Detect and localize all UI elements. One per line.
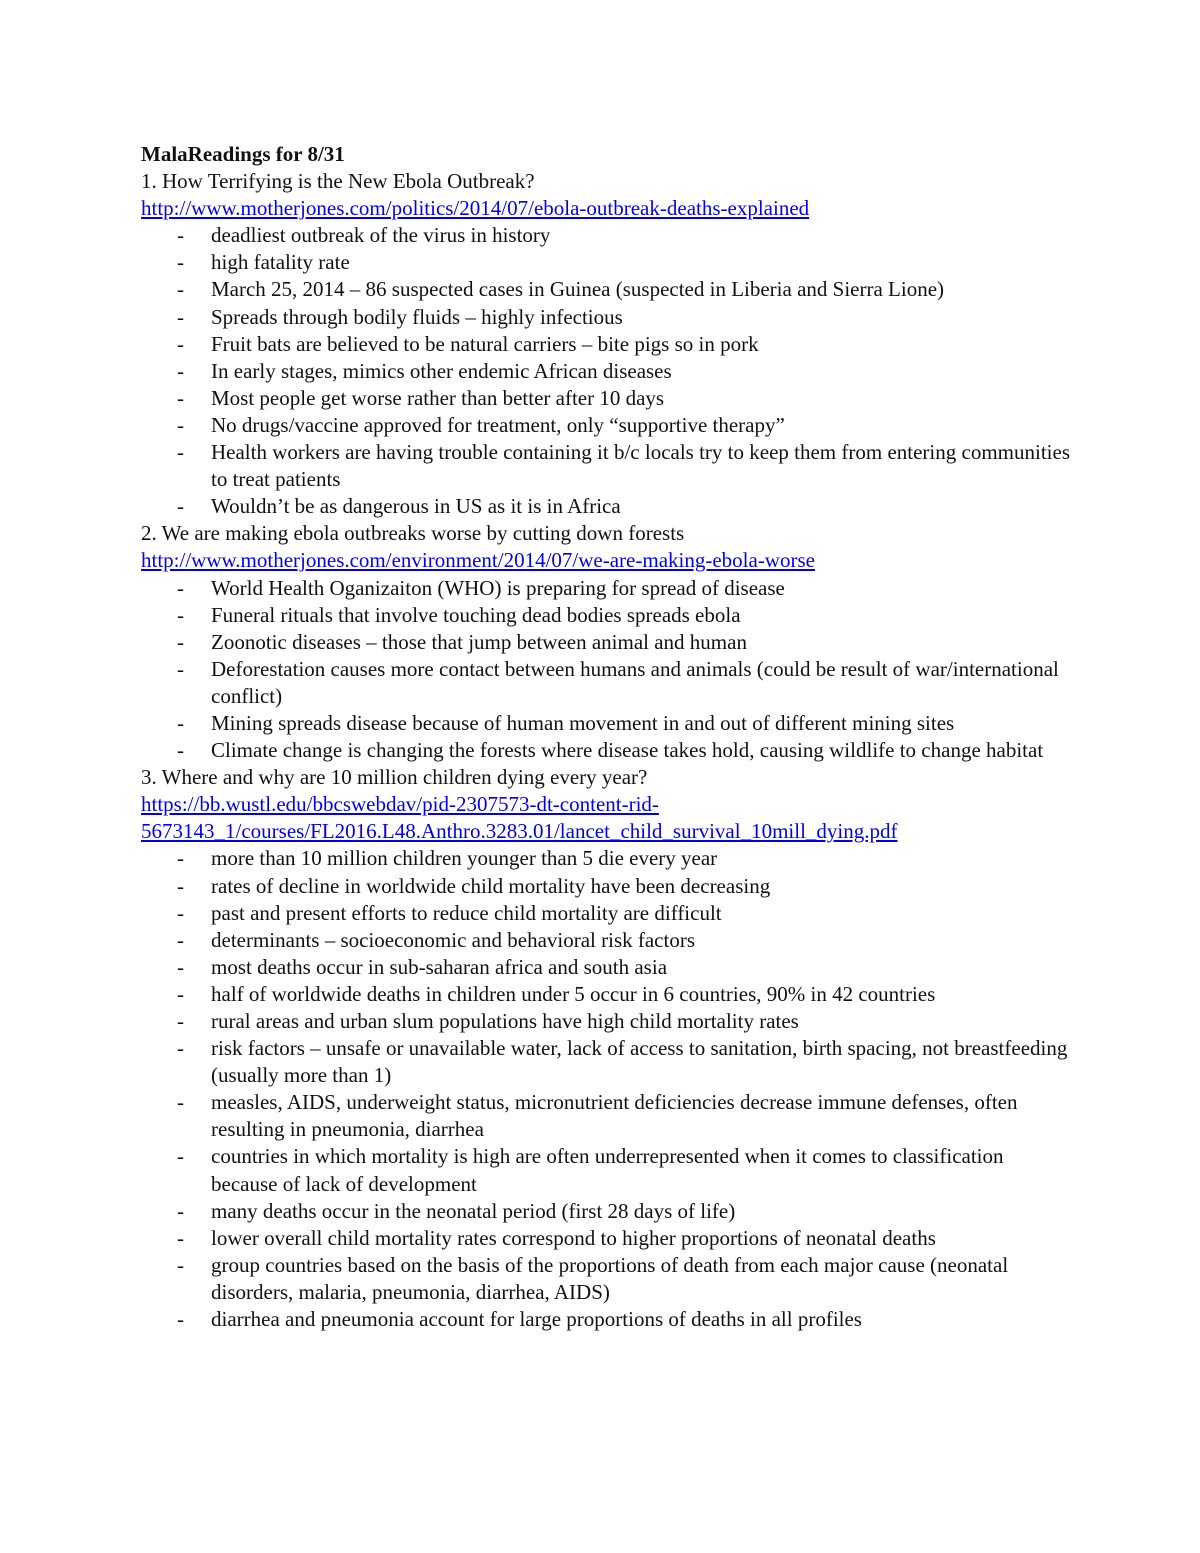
note-item bbox=[141, 602, 1071, 629]
note-item bbox=[141, 873, 1071, 900]
note-item bbox=[141, 249, 1071, 276]
notes-list bbox=[141, 575, 1071, 765]
note-text: risk factors – unsafe or unavailable water, lack of access to sanitation, birth spacing, not breastfeeding (usually more than 1) bbox=[211, 1036, 1068, 1088]
dash-bullet-icon: - bbox=[177, 1090, 184, 1115]
note-item bbox=[141, 1008, 1071, 1035]
reading-link-line: 5673143_1/courses/FL2016.L48.Anthro.3283.01/lancet_child_survival_10mill_dying.pdf bbox=[141, 819, 898, 844]
dash-bullet-icon: - bbox=[177, 1036, 184, 1061]
note-item bbox=[141, 1089, 1071, 1143]
note-item bbox=[141, 1198, 1071, 1225]
note-text: Wouldn’t be as dangerous in US as it is in Africa bbox=[211, 494, 621, 519]
note-item bbox=[141, 1306, 1071, 1333]
note-text: half of worldwide deaths in children under 5 occur in 6 countries, 90% in 42 countries bbox=[211, 981, 936, 1006]
note-item bbox=[141, 1252, 1071, 1306]
reading-link-line: http://www.motherjones.com/politics/2014/07/ebola-outbreak-deaths-explained bbox=[141, 196, 810, 221]
note-item bbox=[141, 276, 1071, 303]
note-text: diarrhea and pneumonia account for large proportions of deaths in all profiles bbox=[211, 1307, 862, 1332]
note-text: No drugs/vaccine approved for treatment, only “supportive therapy” bbox=[211, 412, 785, 437]
notes-list bbox=[141, 222, 1071, 520]
dash-bullet-icon: - bbox=[177, 846, 184, 871]
note-text: many deaths occur in the neonatal period (first 28 days of life) bbox=[211, 1198, 736, 1223]
dash-bullet-icon: - bbox=[177, 1307, 184, 1332]
dash-bullet-icon: - bbox=[177, 900, 184, 925]
note-text: Spreads through bodily fluids – highly infectious bbox=[211, 304, 623, 329]
note-text: Zoonotic diseases – those that jump between animal and human bbox=[211, 629, 747, 654]
note-item bbox=[141, 981, 1071, 1008]
dash-bullet-icon: - bbox=[177, 277, 184, 302]
note-text: countries in which mortality is high are often underrepresented when it comes to classification because of lack of development bbox=[211, 1144, 1004, 1196]
note-item bbox=[141, 954, 1071, 981]
dash-bullet-icon: - bbox=[177, 331, 184, 356]
note-item bbox=[141, 385, 1071, 412]
dash-bullet-icon: - bbox=[177, 412, 184, 437]
reading-section bbox=[141, 168, 1071, 520]
note-item bbox=[141, 710, 1071, 737]
dash-bullet-icon: - bbox=[177, 223, 184, 248]
note-item bbox=[141, 222, 1071, 249]
note-item bbox=[141, 493, 1071, 520]
note-item bbox=[141, 927, 1071, 954]
note-item bbox=[141, 656, 1071, 710]
reading-link-line: https://bb.wustl.edu/bbcswebdav/pid-2307573-dt-content-rid- bbox=[141, 792, 659, 817]
reading-link[interactable] bbox=[141, 547, 1071, 574]
section-heading: 3. Where and why are 10 million children dying every year? bbox=[141, 765, 648, 790]
note-text: March 25, 2014 – 86 suspected cases in Guinea (suspected in Liberia and Sierra Lione) bbox=[211, 277, 945, 302]
note-text: Climate change is changing the forests where disease takes hold, causing wildlife to change habitat bbox=[211, 738, 1044, 763]
note-text: determinants – socioeconomic and behavioral risk factors bbox=[211, 927, 696, 952]
note-text: Fruit bats are believed to be natural carriers – bite pigs so in pork bbox=[211, 331, 759, 356]
dash-bullet-icon: - bbox=[177, 738, 184, 763]
dash-bullet-icon: - bbox=[177, 304, 184, 329]
dash-bullet-icon: - bbox=[177, 358, 184, 383]
document-title: MalaReadings for 8/31 bbox=[141, 142, 345, 166]
note-text: In early stages, mimics other endemic African diseases bbox=[211, 358, 672, 383]
note-text: Health workers are having trouble containing it b/c locals try to keep them from entering communities to treat patients bbox=[211, 440, 1071, 492]
reading-link-line: http://www.motherjones.com/environment/2014/07/we-are-making-ebola-worse bbox=[141, 548, 815, 573]
dash-bullet-icon: - bbox=[177, 954, 184, 979]
dash-bullet-icon: - bbox=[177, 927, 184, 952]
section-heading: 1. How Terrifying is the New Ebola Outbreak? bbox=[141, 169, 535, 194]
dash-bullet-icon: - bbox=[177, 1009, 184, 1033]
dash-bullet-icon: - bbox=[177, 656, 184, 681]
dash-bullet-icon: - bbox=[177, 981, 184, 1006]
note-text: Most people get worse rather than better after 10 days bbox=[211, 385, 665, 410]
notes-list bbox=[141, 845, 1071, 1333]
dash-bullet-icon: - bbox=[177, 873, 184, 898]
note-item bbox=[141, 1225, 1071, 1252]
note-item bbox=[141, 575, 1071, 602]
note-text: Funeral rituals that involve touching dead bodies spreads ebola bbox=[211, 602, 741, 627]
dash-bullet-icon: - bbox=[177, 629, 184, 654]
reading-section bbox=[141, 520, 1071, 764]
note-text: Mining spreads disease because of human movement in and out of different mining sites bbox=[211, 710, 955, 735]
dash-bullet-icon: - bbox=[177, 494, 184, 519]
note-item bbox=[141, 439, 1071, 493]
note-text: past and present efforts to reduce child mortality are difficult bbox=[211, 900, 722, 925]
note-text: group countries based on the basis of the proportions of death from each major cause (neonatal disorders, malaria, pneumonia, diarrhea, AIDS) bbox=[211, 1252, 1009, 1304]
note-item bbox=[141, 304, 1071, 331]
dash-bullet-icon: - bbox=[177, 1198, 184, 1223]
dash-bullet-icon: - bbox=[177, 250, 184, 275]
note-text: more than 10 million children younger than 5 die every year bbox=[211, 846, 718, 871]
reading-section bbox=[141, 764, 1071, 1333]
reading-link[interactable] bbox=[141, 791, 1071, 845]
sections-container bbox=[141, 168, 1071, 1333]
note-item bbox=[141, 358, 1071, 385]
reading-link[interactable] bbox=[141, 195, 1071, 222]
note-item bbox=[141, 629, 1071, 656]
note-text: most deaths occur in sub-saharan africa and south asia bbox=[211, 954, 668, 979]
note-text: World Health Oganizaiton (WHO) is preparing for spread of disease bbox=[211, 575, 785, 600]
note-item bbox=[141, 845, 1071, 872]
note-text: high fatality rate bbox=[211, 250, 350, 275]
note-text: rural areas and urban slum populations have high child mortality rates bbox=[211, 1009, 799, 1033]
section-heading: 2. We are making ebola outbreaks worse by cutting down forests bbox=[141, 521, 685, 546]
dash-bullet-icon: - bbox=[177, 1144, 184, 1169]
note-item bbox=[141, 737, 1071, 764]
note-text: rates of decline in worldwide child mortality have been decreasing bbox=[211, 873, 771, 898]
note-text: lower overall child mortality rates correspond to higher proportions of neonatal deaths bbox=[211, 1225, 936, 1250]
dash-bullet-icon: - bbox=[177, 710, 184, 735]
note-text: Deforestation causes more contact between humans and animals (could be result of war/international conflict) bbox=[211, 656, 1059, 708]
dash-bullet-icon: - bbox=[177, 602, 184, 627]
dash-bullet-icon: - bbox=[177, 575, 184, 600]
note-item bbox=[141, 900, 1071, 927]
document-page bbox=[141, 141, 1071, 1333]
note-item bbox=[141, 1035, 1071, 1089]
dash-bullet-icon: - bbox=[177, 385, 184, 410]
note-text: deadliest outbreak of the virus in history bbox=[211, 223, 551, 248]
note-item bbox=[141, 412, 1071, 439]
note-item bbox=[141, 331, 1071, 358]
note-text: measles, AIDS, underweight status, micronutrient deficiencies decrease immune defenses, often resulting in pneumonia, diarrhea bbox=[211, 1090, 1018, 1142]
dash-bullet-icon: - bbox=[177, 440, 184, 465]
dash-bullet-icon: - bbox=[177, 1252, 184, 1277]
note-item bbox=[141, 1143, 1071, 1197]
dash-bullet-icon: - bbox=[177, 1225, 184, 1250]
